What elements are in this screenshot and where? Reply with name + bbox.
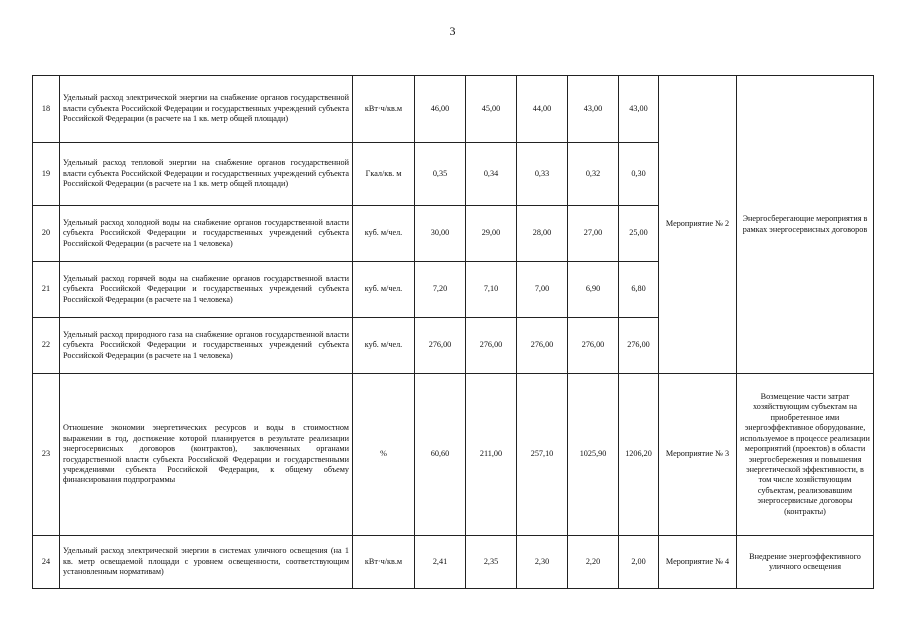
table-row bbox=[33, 374, 874, 536]
measure-cell: Мероприятие № 3 bbox=[659, 374, 737, 536]
row-number: 19 bbox=[33, 143, 60, 206]
unit-cell: куб. м/чел. bbox=[353, 262, 415, 318]
value-cell: 0,30 bbox=[619, 143, 659, 206]
value-cell: 28,00 bbox=[517, 206, 568, 262]
value-cell: 2,30 bbox=[517, 536, 568, 589]
row-number: 21 bbox=[33, 262, 60, 318]
value-cell: 276,00 bbox=[415, 318, 466, 374]
value-cell: 25,00 bbox=[619, 206, 659, 262]
unit-cell: кВт·ч/кв.м bbox=[353, 76, 415, 143]
unit-cell: Гкал/кв. м bbox=[353, 143, 415, 206]
unit-cell: куб. м/чел. bbox=[353, 206, 415, 262]
value-cell: 7,20 bbox=[415, 262, 466, 318]
value-cell: 46,00 bbox=[415, 76, 466, 143]
row-number: 18 bbox=[33, 76, 60, 143]
value-cell: 29,00 bbox=[466, 206, 517, 262]
value-cell: 2,35 bbox=[466, 536, 517, 589]
value-cell: 0,35 bbox=[415, 143, 466, 206]
value-cell: 43,00 bbox=[619, 76, 659, 143]
indicator-description: Отношение экономии энергетических ресурсов и воды в стоимостном выражении в год, достижение которой планируется в результате реализации энергосервисных договоров (контрактов), заключенных органами государственной власти субъекта Российской Федерации и государственными учреждениями субъекта Российской Федерации, к общему объему финансирования подпрограммы bbox=[60, 374, 353, 536]
value-cell: 30,00 bbox=[415, 206, 466, 262]
row-number: 22 bbox=[33, 318, 60, 374]
value-cell: 7,00 bbox=[517, 262, 568, 318]
value-cell: 60,60 bbox=[415, 374, 466, 536]
indicator-description: Удельный расход электрической энергии в системах уличного освещения (на 1 кв. метр освещаемой площади с уровнем освещенности, соответствующим установленным нормативам) bbox=[60, 536, 353, 589]
value-cell: 6,80 bbox=[619, 262, 659, 318]
value-cell: 27,00 bbox=[568, 206, 619, 262]
activity-cell: Возмещение части затрат хозяйствующим субъектам на приобретенное ими энергоэффективное оборудование, используемое в процессе реализации мероприятий (проектов) в области энергосбережения и повышения энергетической эффективности, в том числе хозяйствующим субъектам, реализовавшим энергосервисные договоры (контракты) bbox=[737, 374, 874, 536]
row-number: 24 bbox=[33, 536, 60, 589]
value-cell: 45,00 bbox=[466, 76, 517, 143]
value-cell: 2,20 bbox=[568, 536, 619, 589]
value-cell: 43,00 bbox=[568, 76, 619, 143]
activity-cell: Внедрение энергоэффективного уличного освещения bbox=[737, 536, 874, 589]
value-cell: 6,90 bbox=[568, 262, 619, 318]
value-cell: 2,41 bbox=[415, 536, 466, 589]
value-cell: 44,00 bbox=[517, 76, 568, 143]
activity-cell: Энергосберегающие мероприятия в рамках энергосервисных договоров bbox=[737, 76, 874, 374]
indicator-description: Удельный расход тепловой энергии на снабжение органов государственной власти субъекта Российской Федерации и государственных учреждений субъекта Российской Федерации (в расчете на 1 кв. метр общей площади) bbox=[60, 143, 353, 206]
value-cell: 257,10 bbox=[517, 374, 568, 536]
row-number: 23 bbox=[33, 374, 60, 536]
value-cell: 0,33 bbox=[517, 143, 568, 206]
indicator-description: Удельный расход электрической энергии на снабжение органов государственной власти субъекта Российской Федерации и государственных учреждений субъекта Российской Федерации (в расчете на 1 кв. метр общей площади) bbox=[60, 76, 353, 143]
indicator-description: Удельный расход природного газа на снабжение органов государственной власти субъекта Российской Федерации и государственных учреждений субъекта Российской Федерации (в расчете на 1 человека) bbox=[60, 318, 353, 374]
measure-cell: Мероприятие № 4 bbox=[659, 536, 737, 589]
unit-cell: куб. м/чел. bbox=[353, 318, 415, 374]
row-number: 20 bbox=[33, 206, 60, 262]
value-cell: 276,00 bbox=[568, 318, 619, 374]
value-cell: 7,10 bbox=[466, 262, 517, 318]
unit-cell: кВт·ч/кв.м bbox=[353, 536, 415, 589]
table-row bbox=[33, 536, 874, 589]
value-cell: 1206,20 bbox=[619, 374, 659, 536]
value-cell: 276,00 bbox=[619, 318, 659, 374]
value-cell: 2,00 bbox=[619, 536, 659, 589]
value-cell: 1025,90 bbox=[568, 374, 619, 536]
indicator-description: Удельный расход холодной воды на снабжение органов государственной власти субъекта Российской Федерации и государственных учреждений субъекта Российской Федерации (в расчете на 1 человека) bbox=[60, 206, 353, 262]
page-number: 3 bbox=[449, 24, 456, 38]
value-cell: 0,34 bbox=[466, 143, 517, 206]
unit-cell: % bbox=[353, 374, 415, 536]
measure-cell: Мероприятие № 2 bbox=[659, 76, 737, 374]
value-cell: 211,00 bbox=[466, 374, 517, 536]
indicators-table bbox=[32, 75, 874, 589]
table-row bbox=[33, 76, 874, 143]
indicator-description: Удельный расход горячей воды на снабжение органов государственной власти субъекта Российской Федерации и государственных учреждений субъекта Российской Федерации (в расчете на 1 человека) bbox=[60, 262, 353, 318]
value-cell: 0,32 bbox=[568, 143, 619, 206]
value-cell: 276,00 bbox=[517, 318, 568, 374]
value-cell: 276,00 bbox=[466, 318, 517, 374]
